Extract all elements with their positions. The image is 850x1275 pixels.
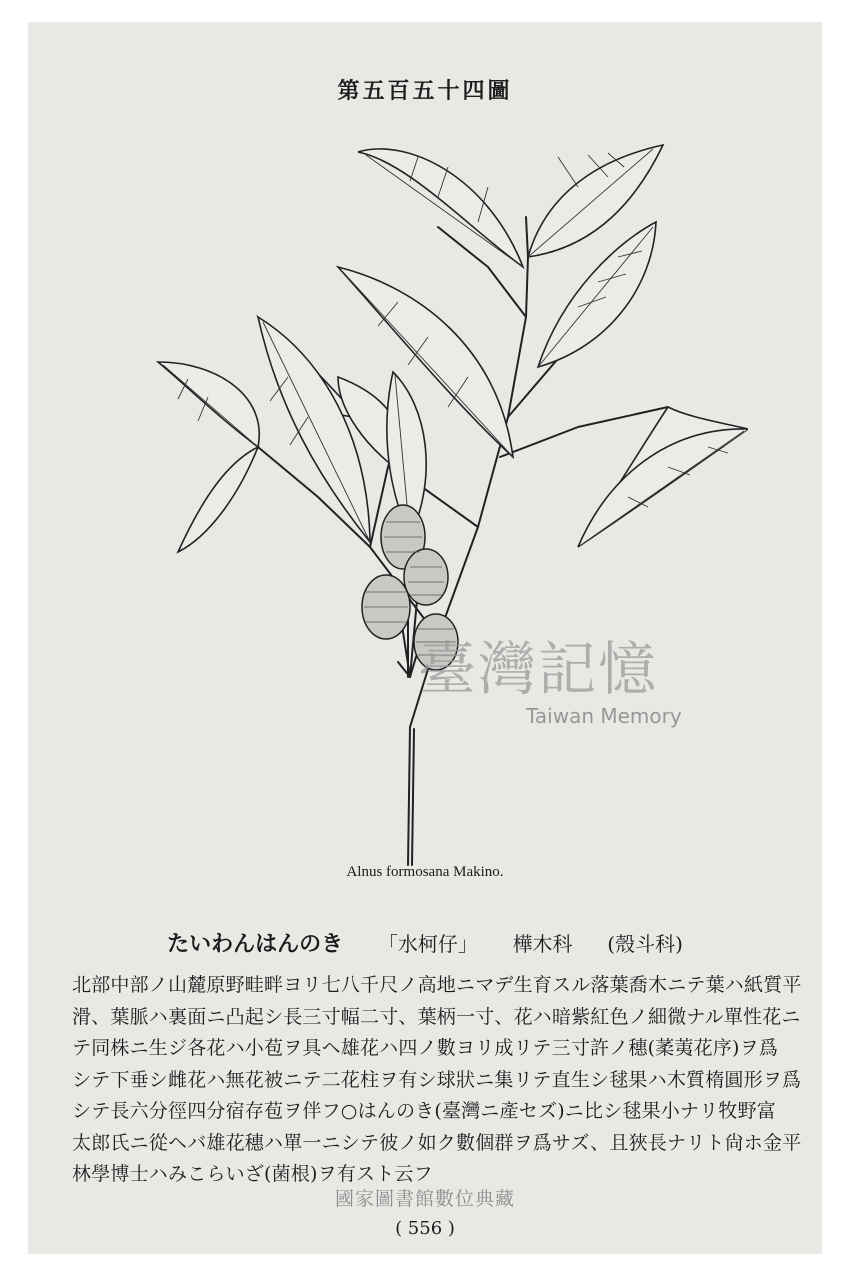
- entry-japanese-name: たいわんはんのき: [167, 931, 344, 957]
- entry-family: 樺木科: [512, 932, 573, 956]
- entry-local-name: 「水柯仔」: [377, 932, 478, 956]
- description-line: 滑、葉脈ハ裏面ニ凸起シ長三寸幅二寸、葉柄一寸、花ハ暗紫紅色ノ細微ナル單性花ニ: [72, 1005, 801, 1028]
- library-stamp: 國家圖書館數位典藏: [334, 1188, 515, 1210]
- watermark-subtitle: Taiwan Memory: [526, 704, 682, 728]
- page-number: ( 556 ): [395, 1218, 455, 1239]
- description-line: シテ下垂シ雌花ハ無花被ニテ二花柱ヲ有シ球狀ニ集リテ直生シ毬果ハ木質楕圓形ヲ爲: [72, 1068, 802, 1091]
- entry-description: [72, 970, 802, 1191]
- watermark-title: 臺灣記憶: [418, 635, 659, 703]
- plate-title: 第五百五十四圖: [337, 78, 513, 104]
- description-line: 林學博士ハみこらいざ(菌根)ヲ有スト云フ: [72, 1163, 433, 1185]
- description-line: 北部中部ノ山麓原野畦畔ヨリ七八千尺ノ高地ニマデ生育スル落葉喬木ニテ葉ハ紙質平: [72, 974, 802, 996]
- description-line: 太郎氏ニ從ヘバ雄花穗ハ單一ニシテ彼ノ如ク數個群ヲ爲サズ、且狹長ナリト尙ホ金平: [72, 1131, 802, 1154]
- entry-heading: [28, 927, 822, 958]
- taiwan-memory-watermark: [418, 622, 718, 742]
- book-page: [28, 22, 822, 1254]
- description-line: テ同株ニ生ジ各花ハ小苞ヲ具ヘ雄花ハ四ノ數ヨリ成リテ三寸許ノ穗(葇荑花序)ヲ爲: [72, 1037, 779, 1059]
- entry-family-alt: (殼斗科): [607, 932, 683, 956]
- plate-caption: Alnus formosana Makino.: [346, 864, 504, 880]
- description-line: シテ長六分徑四分宿存苞ヲ伴フ○はんのき(臺灣ニ產セズ)ニ比シ毬果小ナリ牧野富: [72, 1100, 777, 1122]
- alnus-branch-illustration: [108, 117, 748, 877]
